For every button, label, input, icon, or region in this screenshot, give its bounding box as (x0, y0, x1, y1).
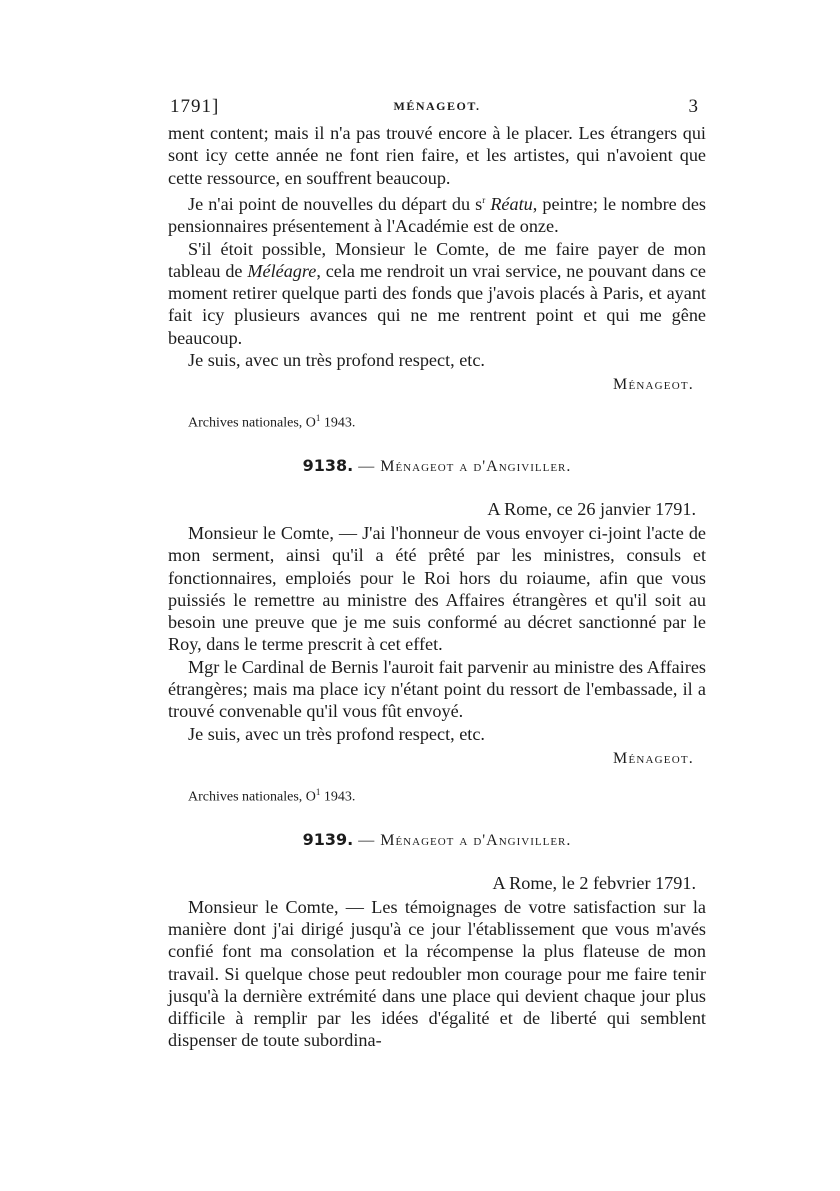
letter-title: — Ménageot a d'Angiviller. (353, 831, 572, 849)
source-number: 1943. (320, 415, 356, 431)
paragraph-payment (168, 238, 706, 349)
signature: Ménageot. (613, 749, 694, 767)
source-superscript: 1 (315, 413, 321, 424)
dateline: A Rome, le 2 febvrier 1791. (492, 872, 696, 893)
archive-source (188, 409, 706, 433)
name-reatu: Réatu (490, 193, 533, 214)
paragraph-text: S'il étoit possible, Monsieur le Comte, de me faire payer de mon tableau de (168, 238, 706, 281)
paragraph-text: , peintre; le nombre des pensionnaires présentement à l'Académie est de onze. (168, 193, 706, 237)
letter-heading-9139 (168, 829, 706, 852)
running-head-title: MÉNAGEOT. (393, 99, 481, 113)
source-superscript: 1 (315, 786, 321, 797)
source-text: Archives nationales, O (188, 415, 316, 431)
letter-number: 9139. (302, 829, 354, 849)
source-text: Archives nationales, O (188, 789, 316, 805)
letter-paragraph: Monsieur le Comte, — J'ai l'honneur de vous envoyer ci-joint l'acte de mon serment, ainsi qu'il a été prêté par les ministres, consuls et fonctionnaires, emploiés pour le Roi hors du roiaume, afin que vous puissiés le remettre au ministre des Affaires étrangères et qu'il soit au besoin une preuve que je me suis conformé au décret sanctionné par le Roy, dans le terme prescrit à cet effet. (168, 522, 706, 655)
closing-formula: Je suis, avec un très profond respect, etc. (188, 350, 485, 371)
letter-paragraph: Monsieur le Comte, — Les témoignages de votre satisfaction sur la manière dont j'ai dirigé jusqu'à ce jour l'établissement que vous m'avés confié font ma consolation et la récompense la plus flateuse de mon travail. Si quelque chose peut redoubler mon courage pour me faire tenir jusqu'à la dernière extrémité dans une place qui devient chaque jour plus difficile à remplir par les idées d'égalité et de liberté qui semblent dispenser de toute subordina- (168, 896, 706, 1051)
paragraph-reatu (168, 189, 706, 238)
closing-formula: Je suis, avec un très profond respect, etc. (188, 723, 485, 744)
paragraph-text: , cela me rendroit un vrai service, ne pouvant dans ce moment retirer quelque parti des fonds que j'avois placés à Paris, et ayant fait icy plusieurs avances qui ne me rentrent point et qui me gêne beaucoup. (168, 260, 706, 348)
source-number: 1943. (320, 789, 356, 805)
letter-number: 9138. (302, 455, 354, 475)
book-page (168, 96, 706, 1052)
signature: Ménageot. (613, 376, 694, 394)
continuation-paragraph: ment content; mais il n'a pas trouvé encore à le placer. Les étrangers qui sont icy cette année ne font rien faire, et les artistes, qui n'avoient que cette ressource, en souffrent beaucoup. (168, 123, 706, 188)
letter-heading-9138 (168, 455, 706, 478)
superscript-r: r (482, 194, 486, 205)
letter-paragraph: Mgr le Cardinal de Bernis l'auroit fait parvenir au ministre des Affaires étrangères; mais ma place icy n'étant point du ressort de l'embassade, il a trouvé convenable qu'il vous fût envoyé. (168, 656, 706, 722)
letter-title: — Ménageot a d'Angiviller. (353, 457, 572, 475)
running-head (168, 96, 706, 122)
page-number: 3 (688, 96, 698, 117)
running-head-year: 1791] (170, 96, 220, 117)
dateline: A Rome, ce 26 janvier 1791. (487, 498, 696, 519)
archive-source (188, 783, 706, 807)
paragraph-text: Je n'ai point de nouvelles du départ du s (188, 193, 483, 214)
painting-title: Méléagre (247, 260, 317, 281)
